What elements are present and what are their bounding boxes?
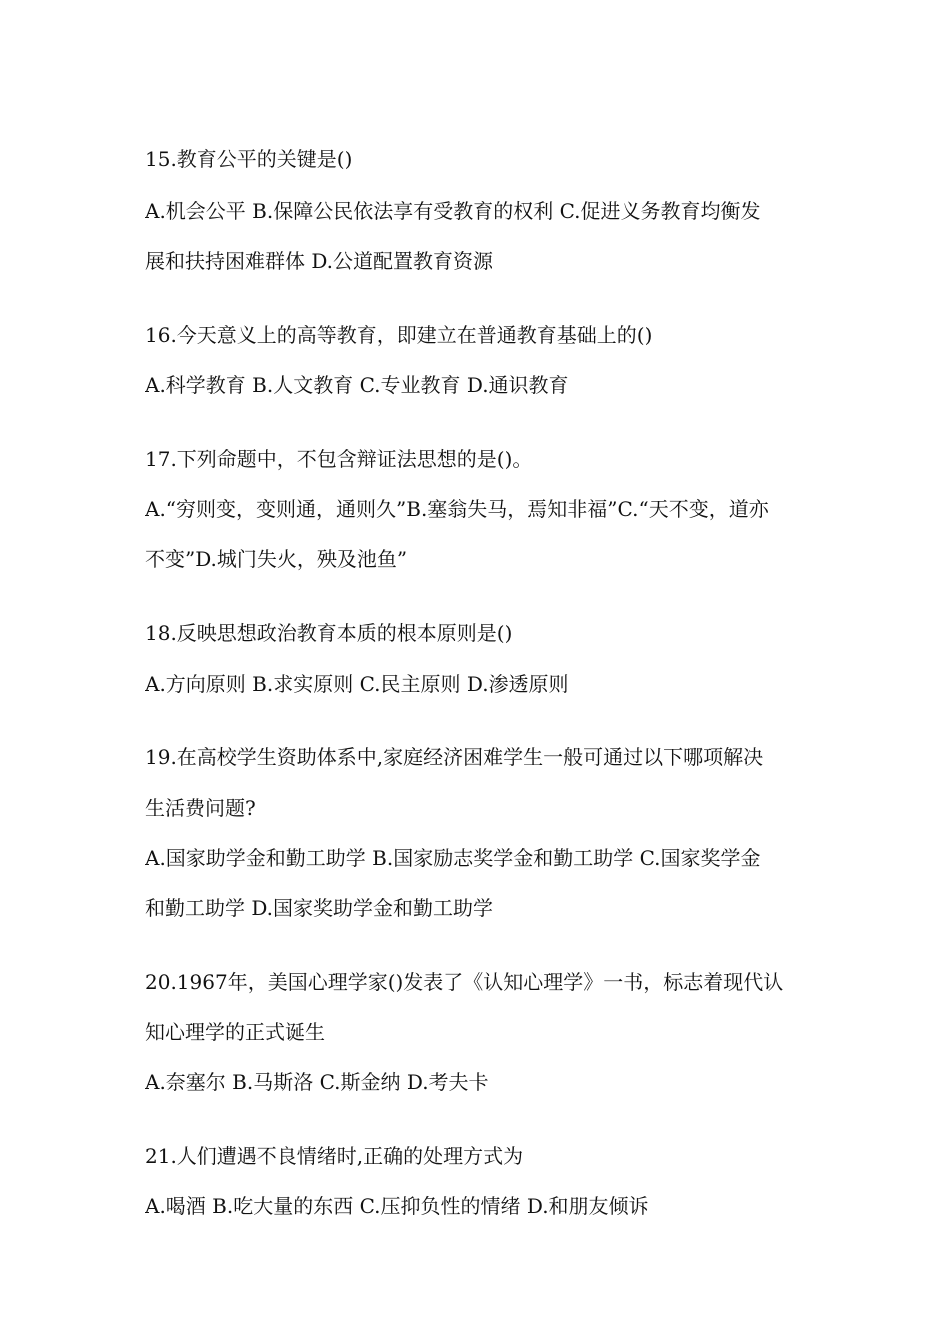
question-stem: 15.教育公平的关键是() (145, 147, 353, 171)
question-options: A.“穷则变，变则通，通则久”B.塞翁失马，焉知非福”C.“天不变，道亦 (145, 497, 769, 521)
question-options: A.奈塞尔 B.马斯洛 C.斯金纳 D.考夫卡 (145, 1070, 489, 1094)
question-stem: 知心理学的正式诞生 (145, 1020, 325, 1044)
question-options: 展和扶持困难群体 D.公道配置教育资源 (145, 249, 494, 273)
question-stem: 21.人们遭遇不良情绪时,正确的处理方式为 (145, 1144, 524, 1168)
question-options: A.国家助学金和勤工助学 B.国家励志奖学金和勤工助学 C.国家奖学金 (145, 846, 761, 870)
question-options: A.机会公平 B.保障公民依法享有受教育的权利 C.促进义务教育均衡发 (145, 199, 761, 223)
question-stem: 17.下列命题中，不包含辩证法思想的是()。 (145, 447, 533, 471)
question-options: A.喝酒 B.吃大量的东西 C.压抑负性的情绪 D.和朋友倾诉 (145, 1194, 649, 1218)
question-options: A.方向原则 B.求实原则 C.民主原则 D.渗透原则 (145, 672, 569, 696)
question-options: A.科学教育 B.人文教育 C.专业教育 D.通识教育 (145, 373, 569, 397)
question-stem: 18.反映思想政治教育本质的根本原则是() (145, 621, 513, 645)
question-stem: 19.在高校学生资助体系中,家庭经济困难学生一般可通过以下哪项解决 (145, 745, 764, 769)
question-stem: 生活费问题? (145, 796, 256, 820)
question-stem: 20.1967年，美国心理学家()发表了《认知心理学》一书，标志着现代认 (145, 970, 784, 994)
question-stem: 16.今天意义上的高等教育，即建立在普通教育基础上的() (145, 323, 653, 347)
question-options: 不变”D.城门失火，殃及池鱼” (145, 547, 408, 571)
question-options: 和勤工助学 D.国家奖助学金和勤工助学 (145, 896, 494, 920)
